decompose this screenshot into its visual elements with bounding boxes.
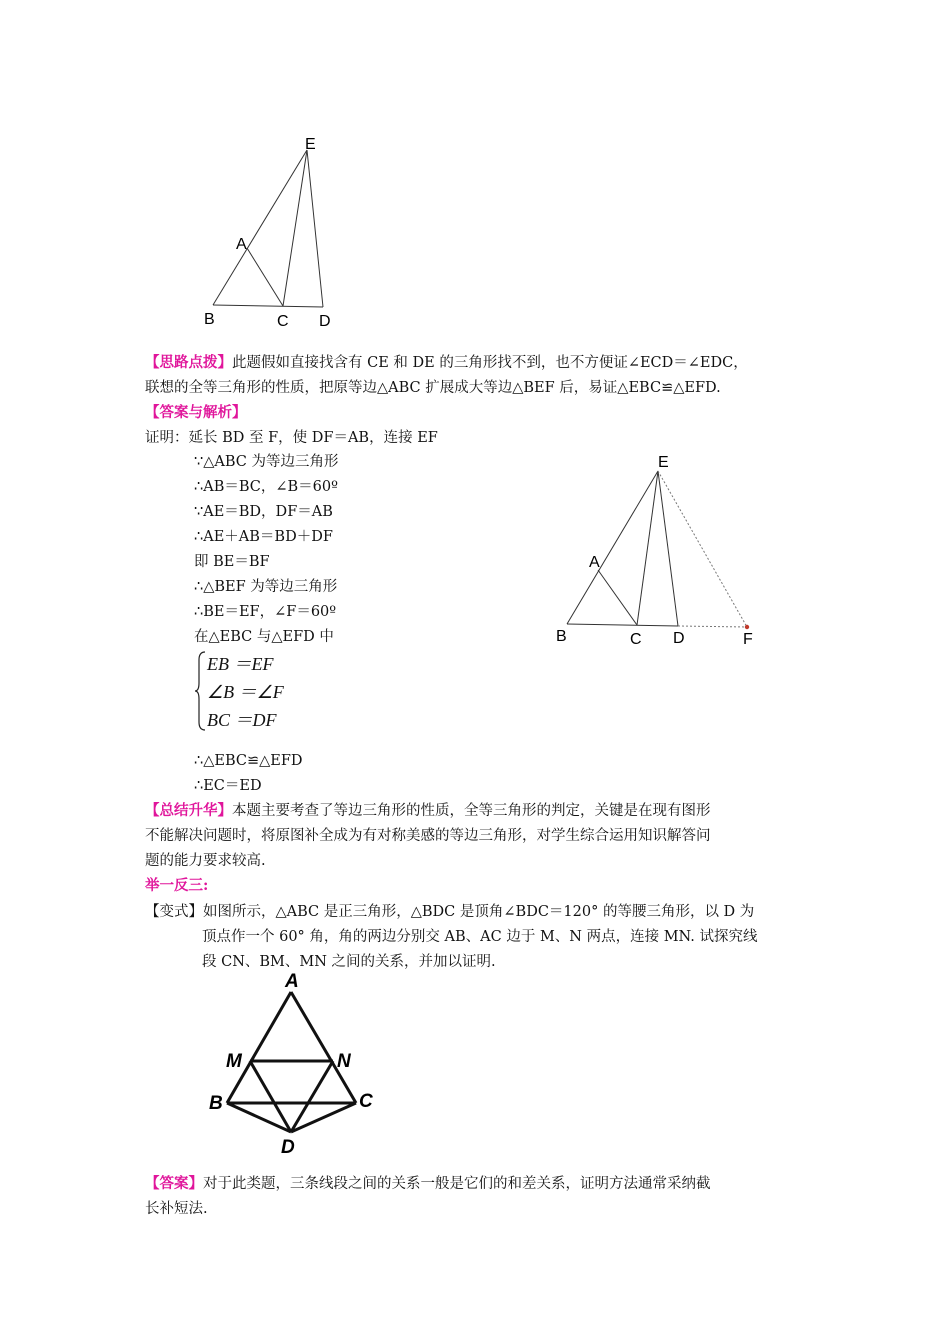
proof-step: ∴△BEF 为等边三角形: [194, 579, 338, 595]
label-b: B: [209, 1093, 223, 1114]
proof-conclusion: ∴EC＝ED: [194, 778, 262, 794]
hint-line-1: 【思路点拨】此题假如直接找含有 CE 和 DE 的三角形找不到，也不方便证∠ECD＝∠EDC，: [145, 354, 748, 371]
label-b: B: [204, 311, 215, 328]
figure-triangle-2: [550, 446, 770, 656]
label-a: A: [285, 971, 299, 992]
label-f: F: [743, 631, 753, 648]
label-d: D: [319, 313, 331, 330]
label-e: E: [305, 136, 316, 153]
figure-triangle-3: [200, 970, 390, 1160]
label-c: C: [277, 313, 289, 330]
summary-line-3: 题的能力要求较高.: [145, 853, 266, 869]
summary-tag: 【总结升华】: [145, 802, 232, 819]
variant-line-3: 段 CN、BM、MN 之间的关系，并加以证明.: [202, 954, 496, 970]
system-line: ∠B ＝∠F: [207, 682, 284, 702]
proof-step: ∴AE＋AB＝BD＋DF: [194, 529, 333, 545]
variant-line-1: 【变式】如图所示，△ABC 是正三角形，△BDC 是顶角∠BDC＝120° 的等腰三角形，以 D 为: [145, 904, 755, 920]
label-a: A: [589, 554, 600, 571]
proof-step: 即 BE＝BF: [194, 554, 270, 570]
proof-step: ∵△ABC 为等边三角形: [194, 454, 339, 470]
hint-line-2: 联想的全等三角形的性质，把原等边△ABC 扩展成大等边△BEF 后，易证△EBC≌△EFD.: [145, 380, 721, 396]
practice-heading: 举一反三:: [145, 877, 209, 894]
label-m: M: [226, 1051, 242, 1072]
brace: [194, 650, 208, 732]
label-c: C: [359, 1091, 373, 1112]
proof-step: 在△EBC 与△EFD 中: [194, 629, 334, 645]
answer-heading: 【答案与解析】: [145, 404, 247, 421]
system-line: EB ＝EF: [207, 654, 274, 674]
label-b: B: [556, 628, 567, 645]
proof-step: ∴BE＝EF，∠F＝60º: [194, 604, 337, 620]
label-e: E: [658, 454, 669, 471]
variant-line-2: 顶点作一个 60° 角，角的两边分别交 AB、AC 边于 M、N 两点，连接 MN. 试探究线: [202, 929, 758, 945]
final-answer-tag: 【答案】: [145, 1175, 203, 1192]
summary-line-2: 不能解决问题时，将原图补全成为有对称美感的等边三角形，对学生综合运用知识解答问: [145, 828, 711, 844]
variant-tag: 【变式】: [145, 904, 203, 920]
final-answer-line-1: 【答案】对于此类题，三条线段之间的关系一般是它们的和差关系，证明方法通常采纳截: [145, 1175, 711, 1192]
proof-step: ∴AB＝BC，∠B＝60º: [194, 479, 338, 495]
summary-line-1: 【总结升华】本题主要考查了等边三角形的性质，全等三角形的判定，关键是在现有图形: [145, 802, 711, 819]
figure-triangle-1: [195, 130, 345, 330]
label-c: C: [630, 631, 642, 648]
system-line: BC ＝DF: [207, 710, 277, 730]
label-n: N: [337, 1051, 351, 1072]
final-answer-line-2: 长补短法.: [145, 1201, 208, 1217]
proof-intro: 证明：延长 BD 至 F，使 DF＝AB，连接 EF: [145, 430, 438, 446]
label-a: A: [236, 236, 247, 253]
proof-conclusion: ∴△EBC≌△EFD: [194, 753, 303, 769]
label-d: D: [673, 630, 685, 647]
proof-step: ∵AE＝BD，DF＝AB: [194, 504, 333, 520]
point-f: [745, 625, 749, 629]
hint-tag: 【思路点拨】: [145, 354, 232, 371]
label-d: D: [281, 1137, 295, 1158]
